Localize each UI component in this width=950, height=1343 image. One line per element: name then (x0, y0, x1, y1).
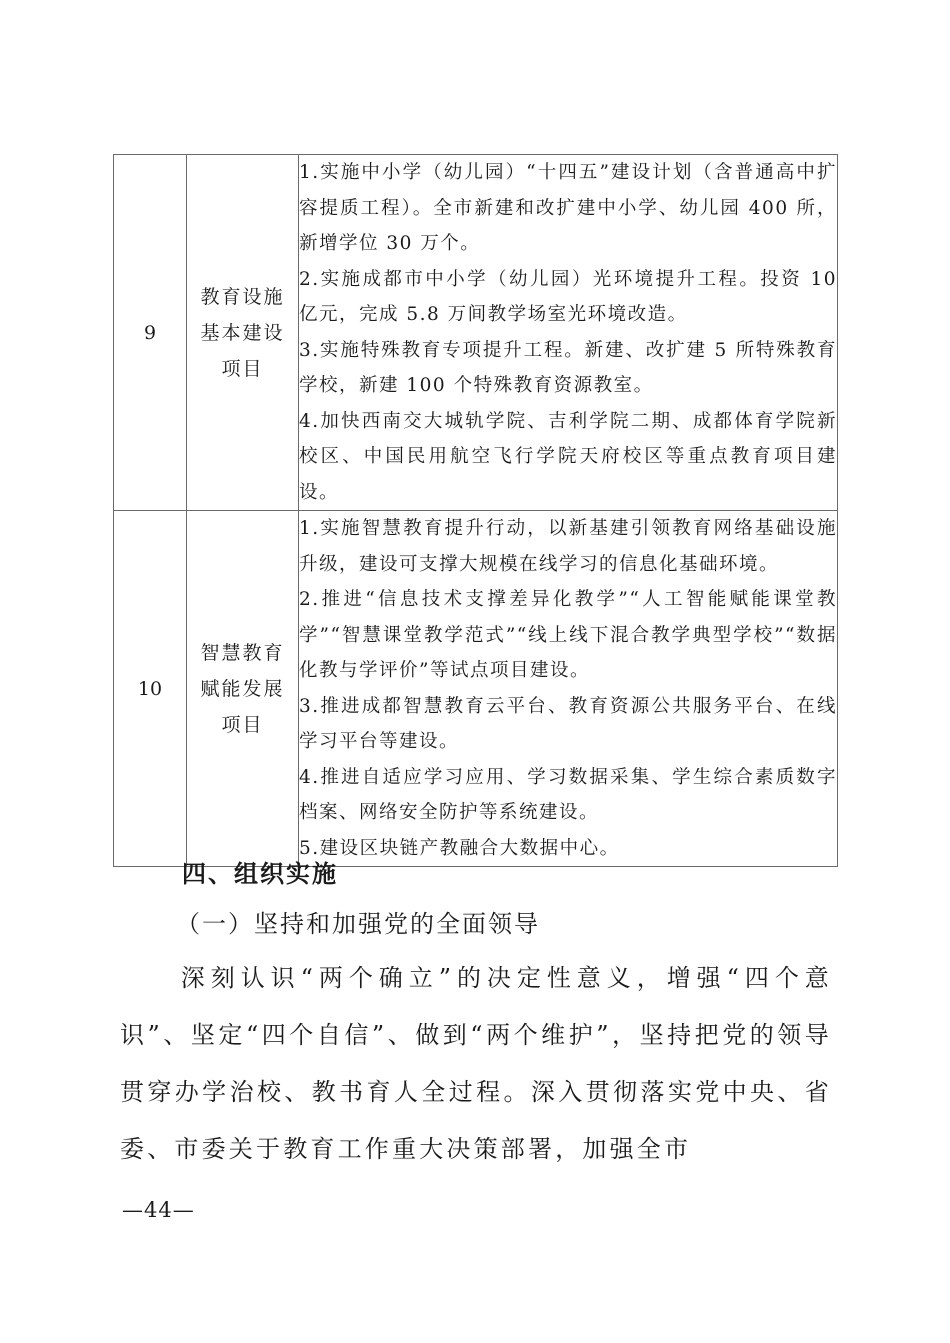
content-item: 4.推进自适应学习应用、学习数据采集、学生综合素质数字档案、网络安全防护等系统建设。 (299, 766, 837, 823)
subsection-heading: （一）坚持和加强党的全面领导 (176, 910, 540, 938)
content-item: 3.推进成都智慧教育云平台、教育资源公共服务平台、在线学习平台等建设。 (299, 695, 837, 752)
table-row (114, 155, 838, 511)
project-name-line: 项目 (221, 357, 264, 380)
content-item: 1.实施智慧教育提升行动，以新基建引领教育网络基础设施升级，建设可支撑大规模在线学习的信息化基础环境。 (299, 518, 837, 575)
content-item: 2.推进“信息技术支撑差异化教学”“人工智能赋能课堂教学”“智慧课堂教学范式”“线上线下混合教学典型学校”“数据化教与学评价”等试点项目建设。 (299, 589, 837, 681)
content-item: 2.实施成都市中小学（幼儿园）光环境提升工程。投资 10 亿元，完成 5.8 万间教学场室光环境改造。 (299, 268, 837, 325)
project-name (187, 511, 299, 867)
project-name (187, 155, 299, 511)
page-number: —44— (122, 1198, 195, 1222)
content-item: 3.实施特殊教育专项提升工程。新建、改扩建 5 所特殊教育学校，新建 100 个特殊教育资源教室。 (299, 339, 837, 396)
row-number: 10 (114, 511, 187, 867)
project-name-line: 基本建设 (200, 321, 285, 344)
project-content (299, 511, 838, 867)
project-name-line: 赋能发展 (200, 677, 285, 700)
body-paragraph (120, 950, 832, 1178)
section-heading: 四、组织实施 (182, 860, 338, 888)
content-item: 1.实施中小学（幼儿园）“十四五”建设计划（含普通高中扩容提质工程）。全市新建和改扩建中小学、幼儿园 400 所，新增学位 30 万个。 (299, 162, 837, 254)
project-name-line: 智慧教育 (200, 641, 285, 664)
project-name-line: 项目 (221, 713, 264, 736)
project-content (299, 155, 838, 511)
content-item: 5.建设区块链产教融合大数据中心。 (299, 837, 620, 859)
project-name-line: 教育设施 (200, 285, 285, 308)
paragraph-text: 深刻认识“两个确立”的决定性意义，增强“四个意识”、坚定“四个自信”、做到“两个维护”，坚持把党的领导贯穿办学治校、教书育人全过程。深入贯彻落实党中央、省委、市委关于教育工作重大决策部署，加强全市 (120, 964, 832, 1163)
project-table (113, 154, 838, 867)
content-item: 4.加快西南交大城轨学院、吉利学院二期、成都体育学院新校区、中国民用航空飞行学院天府校区等重点教育项目建设。 (299, 410, 837, 503)
row-number: 9 (114, 155, 187, 511)
table-row (114, 511, 838, 867)
